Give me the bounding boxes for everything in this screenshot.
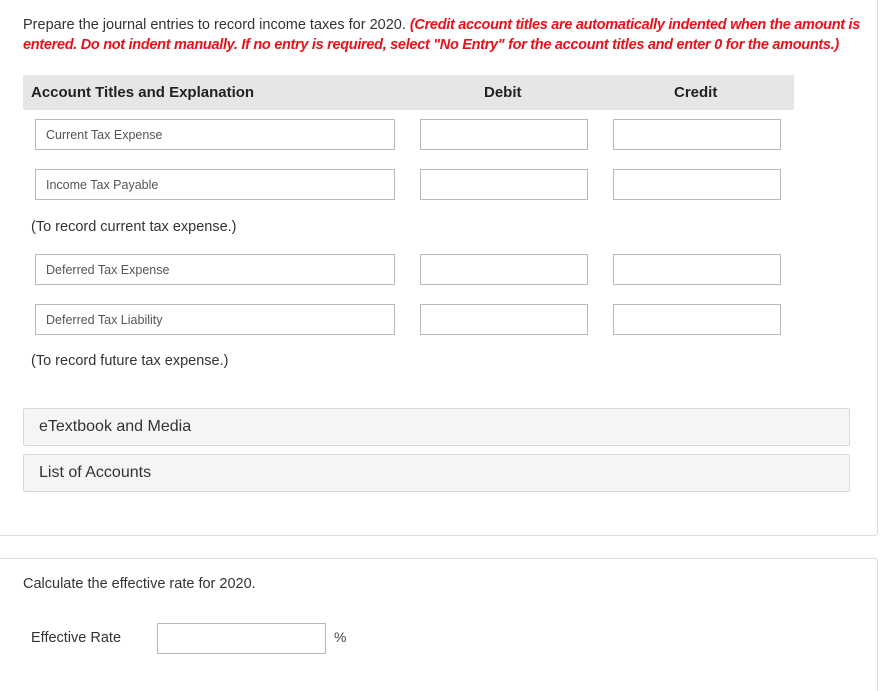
effective-rate-label: Effective Rate bbox=[31, 630, 122, 646]
header-credit: Credit bbox=[674, 84, 718, 101]
credit-input-3[interactable] bbox=[613, 254, 781, 285]
entry-note-future: (To record future tax expense.) bbox=[31, 353, 229, 369]
account-title-input-3[interactable] bbox=[35, 254, 395, 285]
credit-input-4[interactable] bbox=[613, 304, 781, 335]
account-title-input-4[interactable] bbox=[35, 304, 395, 335]
list-of-accounts-button[interactable]: List of Accounts bbox=[23, 454, 850, 492]
instructions bbox=[23, 15, 863, 55]
debit-input-2[interactable] bbox=[420, 169, 588, 200]
entry-note-current: (To record current tax expense.) bbox=[31, 219, 237, 235]
credit-input-2[interactable] bbox=[613, 169, 781, 200]
percent-unit: % bbox=[334, 629, 347, 645]
header-debit: Debit bbox=[484, 84, 522, 101]
effective-rate-input[interactable] bbox=[157, 623, 326, 654]
credit-input-1[interactable] bbox=[613, 119, 781, 150]
instructions-text: Prepare the journal entries to record income taxes for 2020. bbox=[23, 17, 410, 33]
debit-input-3[interactable] bbox=[420, 254, 588, 285]
debit-input-4[interactable] bbox=[420, 304, 588, 335]
effective-rate-question: Calculate the effective rate for 2020. bbox=[23, 576, 256, 592]
header-account-titles: Account Titles and Explanation bbox=[31, 84, 255, 101]
debit-input-1[interactable] bbox=[420, 119, 588, 150]
account-title-input-1[interactable] bbox=[35, 119, 395, 150]
instructions-emphasis: (Credit account titles are automatically indented when the amount is entered. Do not indent manually. If no entry is required, select "No Entry" for the account titles and enter 0 for the amounts.) bbox=[23, 17, 861, 53]
etextbook-media-button[interactable]: eTextbook and Media bbox=[23, 408, 850, 446]
account-title-input-2[interactable] bbox=[35, 169, 395, 200]
table-header bbox=[23, 75, 794, 110]
